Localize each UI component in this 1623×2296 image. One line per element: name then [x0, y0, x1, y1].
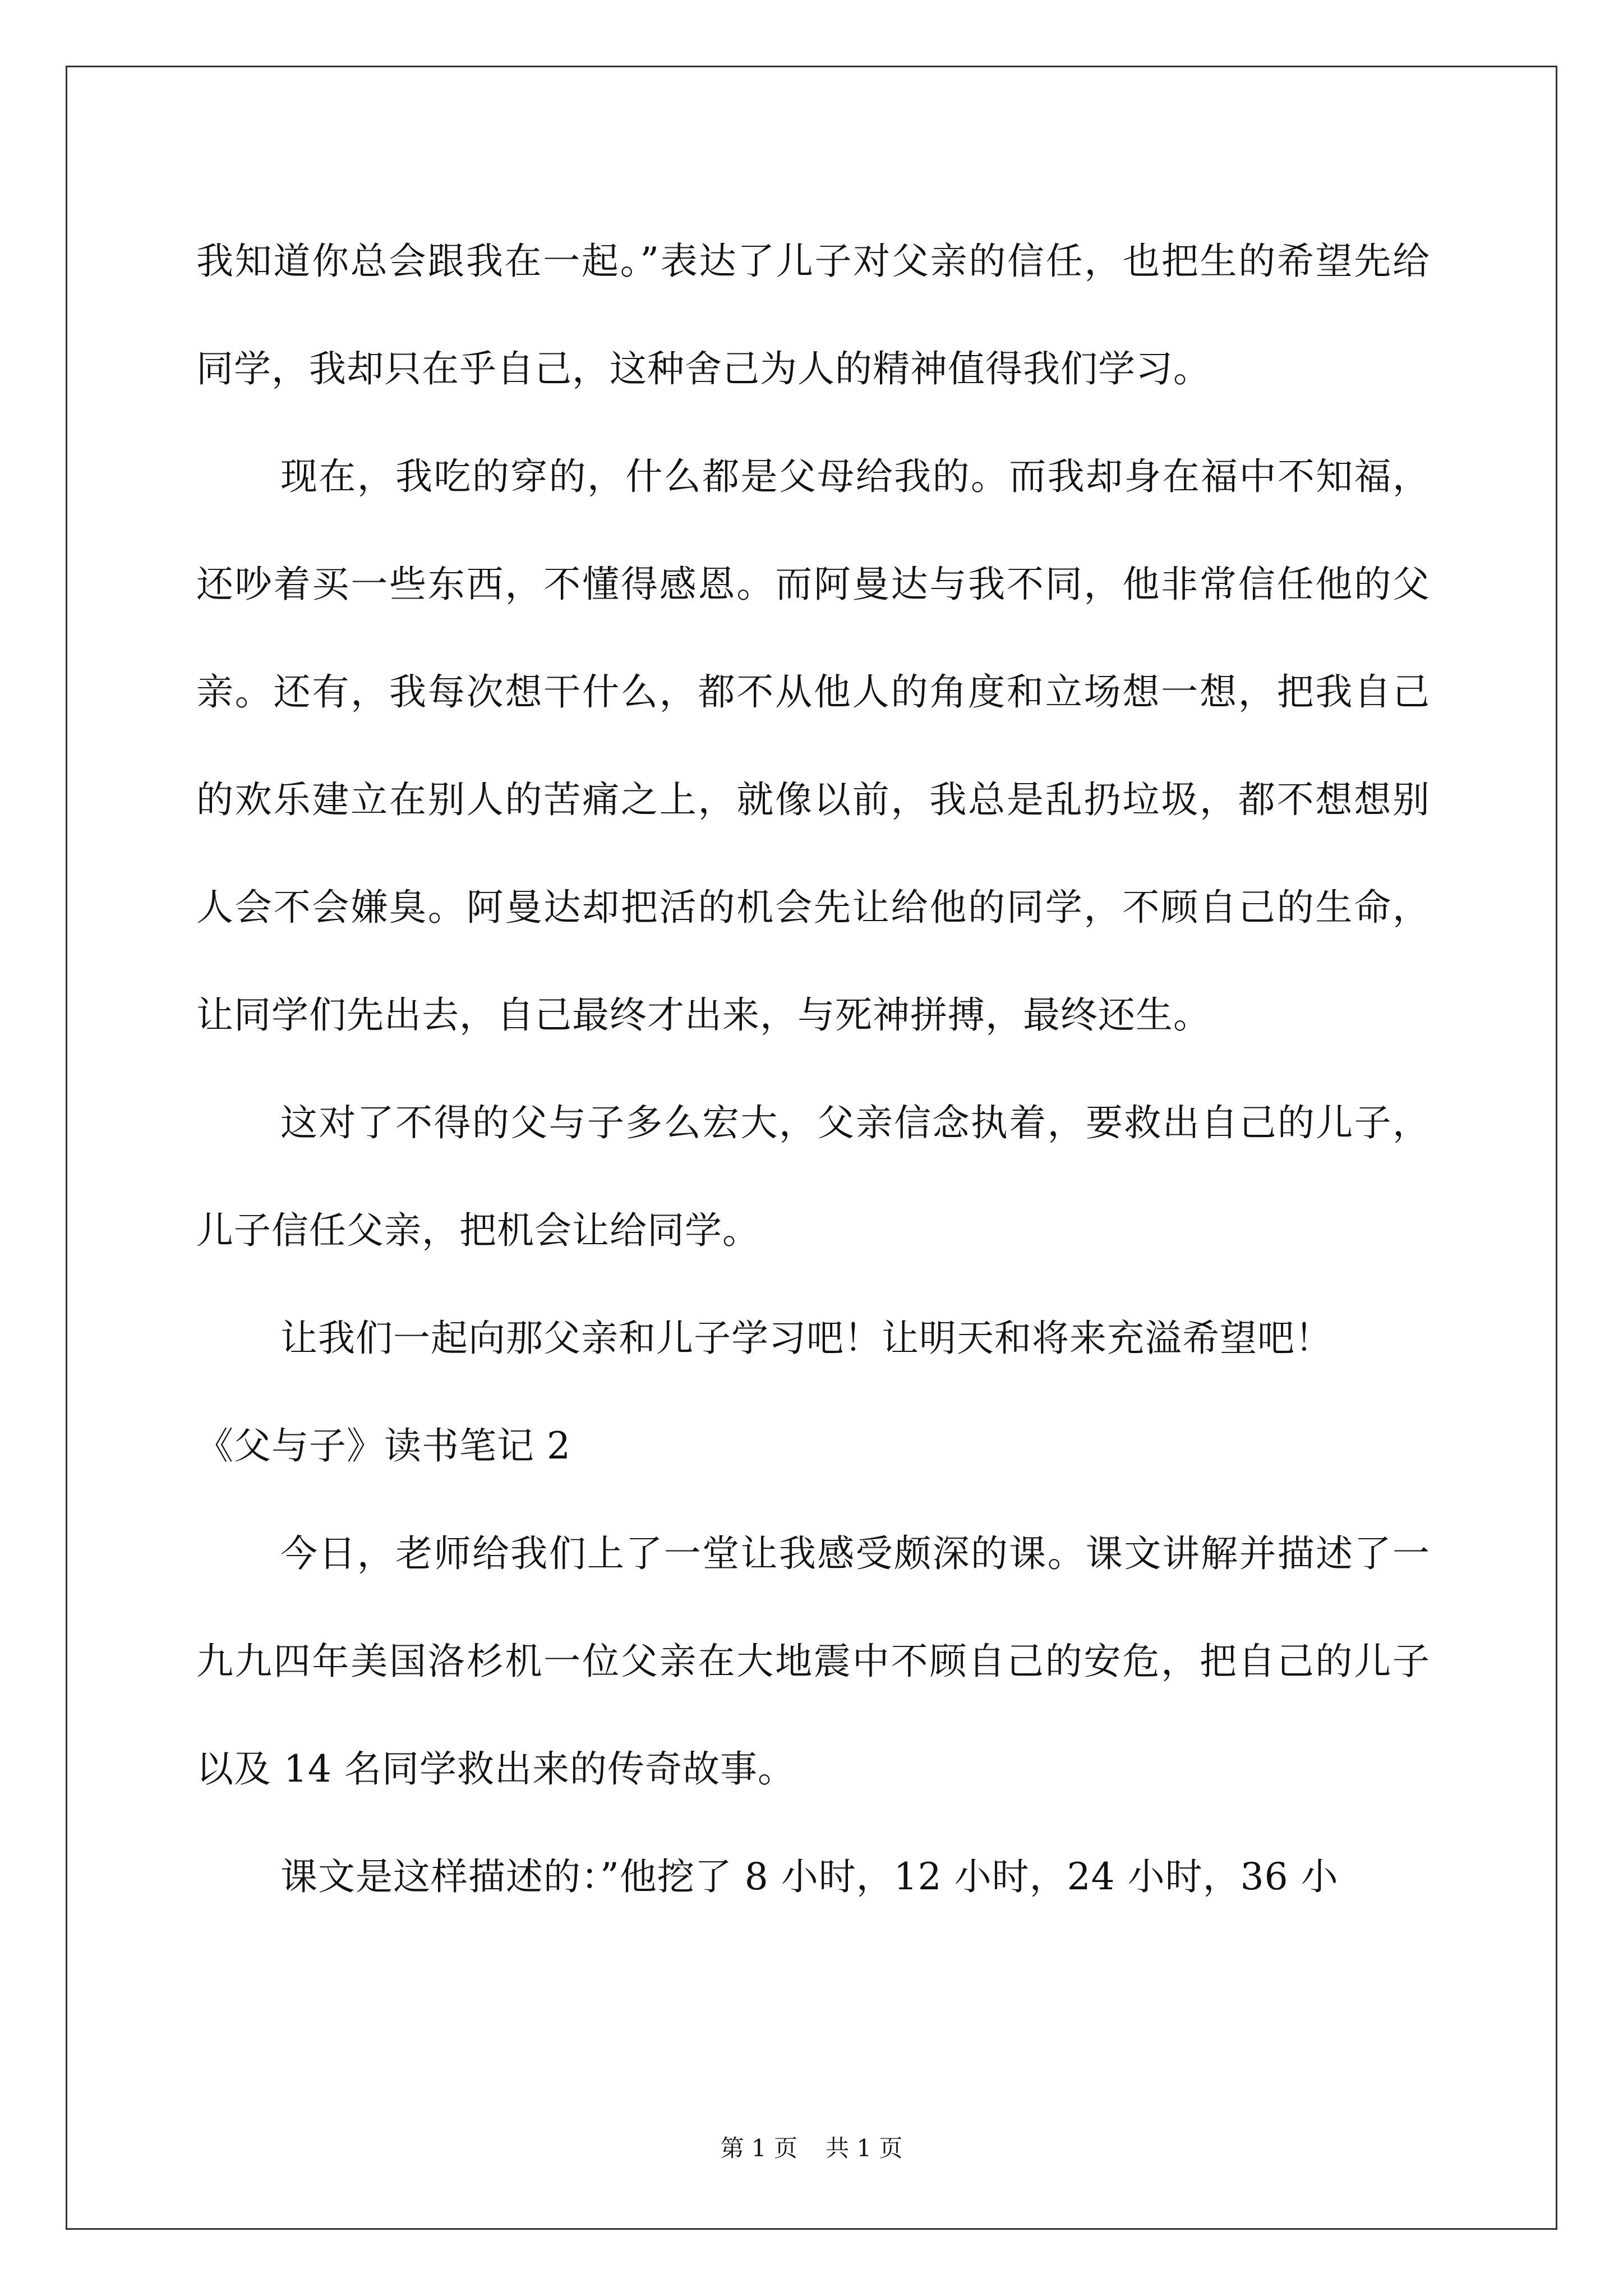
page-total: 共 1 页: [826, 2134, 903, 2162]
paragraph: 让我们一起向那父亲和儿子学习吧！让明天和将来充溢希望吧！: [280, 1317, 1332, 1360]
paragraph: 现在，我吃的穿的，什么都是父母给我的。而我却身在福中不知福，还吵着买一些东西，不懂得感恩。而阿曼达与我不同，他非常信任他的父亲。还有，我每次想干什么，都不从他人的角度和立场想一想，把我自己的欢乐建立在别人的苦痛之上，就像以前，我总是乱扔垃圾，都不想想别人会不会嫌臭。阿曼达却把活的机会先让给他的同学，不顾自己的生命，让同学们先出去，自己最终才出来，与死神拼搏，最终还生。: [196, 455, 1430, 1037]
document-body: [196, 208, 1430, 1931]
section-heading: 《父与子》读书笔记 2: [196, 1424, 571, 1467]
paragraph: 我知道你总会跟我在一起。”表达了儿子对父亲的信任，也把生的希望先给同学，我却只在乎自己，这种舍己为人的精神值得我们学习。: [196, 240, 1430, 390]
page-footer: [0, 2132, 1623, 2165]
paragraph: 课文是这样描述的：”他挖了 8 小时，12 小时，24 小时，36 小: [280, 1855, 1339, 1898]
page-number: 第 1 页: [720, 2134, 797, 2162]
paragraph: 这对了不得的父与子多么宏大，父亲信念执着，要救出自己的儿子，儿子信任父亲，把机会让给同学。: [196, 1101, 1430, 1252]
paragraph: 今日，老师给我们上了一堂让我感受颇深的课。课文讲解并描述了一九九四年美国洛杉机一位父亲在大地震中不顾自己的安危，把自己的儿子以及 14 名同学救出来的传奇故事。: [196, 1532, 1430, 1791]
